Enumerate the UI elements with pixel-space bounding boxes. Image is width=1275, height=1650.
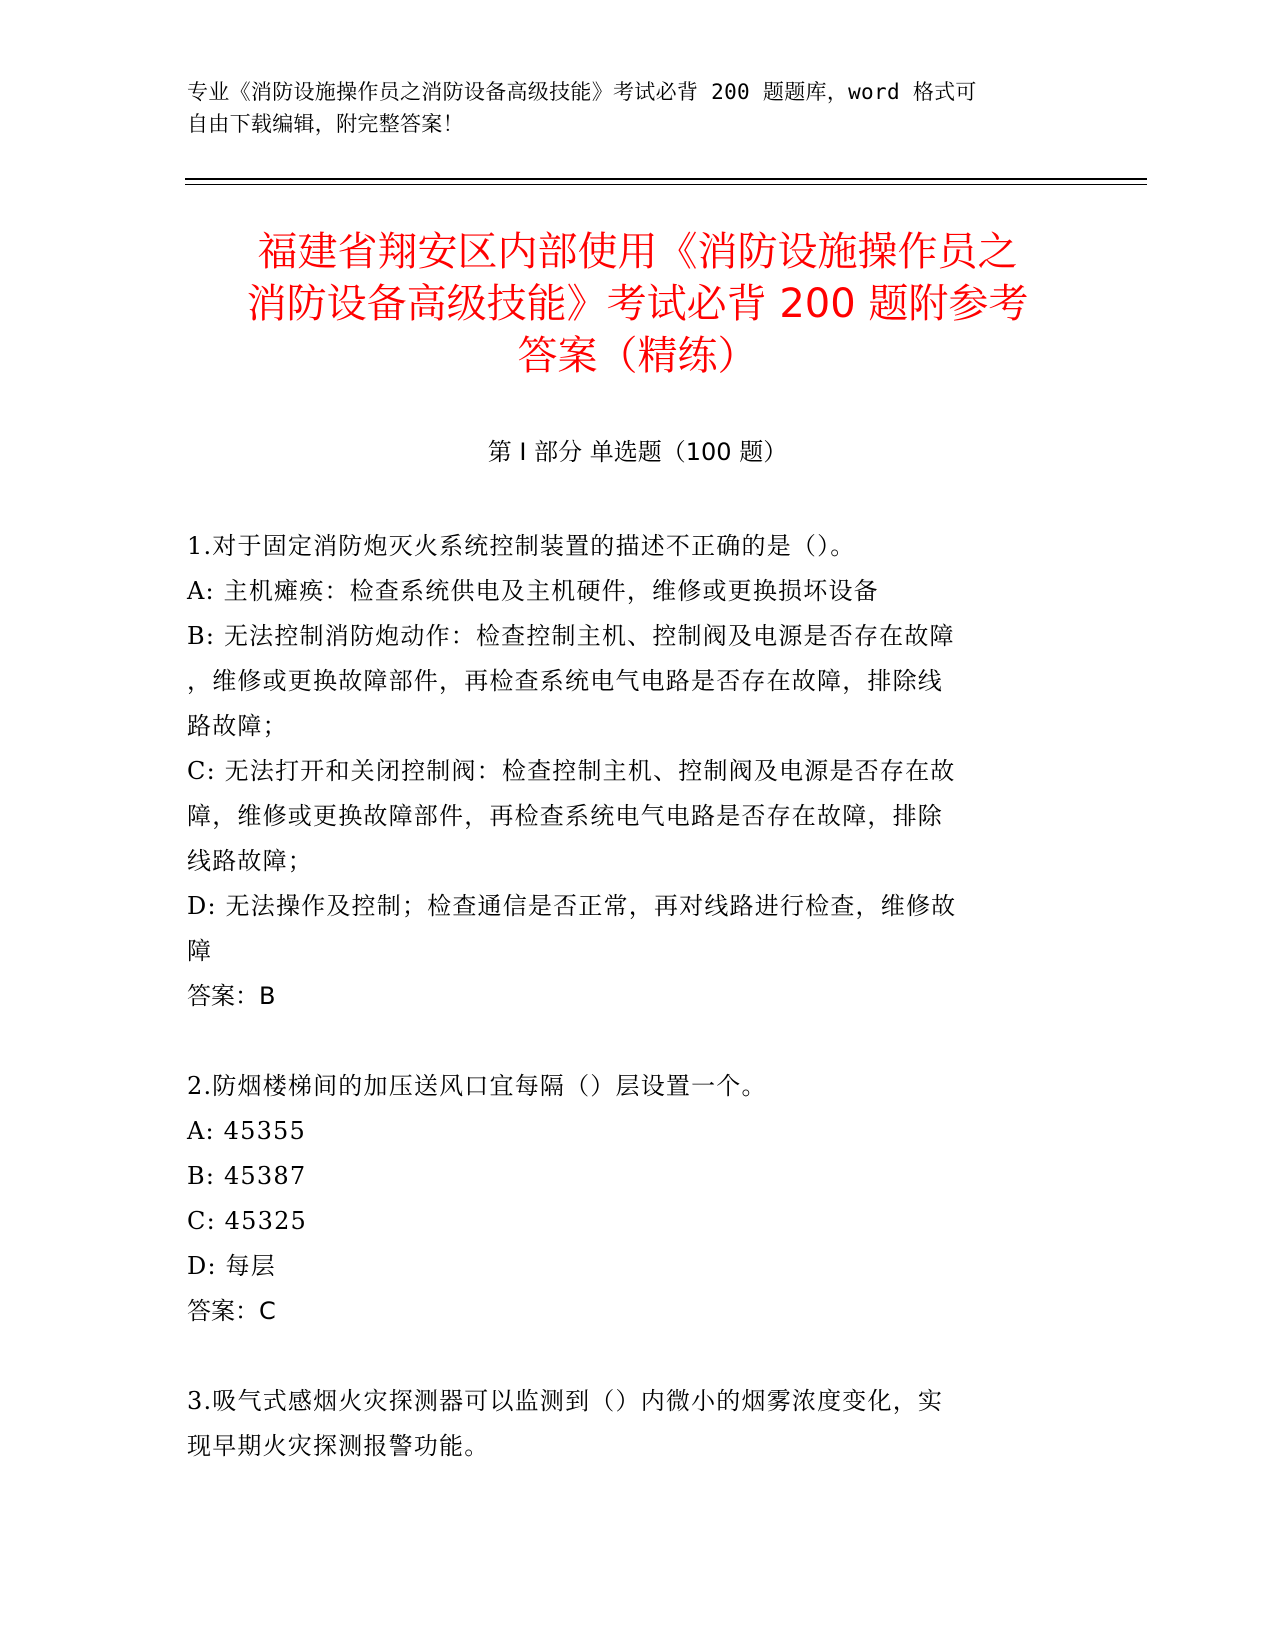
question-spacer: [187, 1019, 1077, 1064]
option-line: D: 无法操作及控制；检查通信是否正常，再对线路进行检查，维修故: [187, 892, 957, 920]
option-c: C: 45325: [187, 1207, 308, 1235]
question-1: [187, 524, 1077, 1019]
section-heading: 第 I 部分 单选题（100 题）: [487, 438, 788, 466]
header-divider-thin: [185, 184, 1147, 185]
header-note: [187, 76, 1087, 140]
answer-line: 答案：B: [187, 982, 276, 1010]
question-list: [187, 524, 1077, 1469]
document-title: [150, 226, 1125, 382]
question-stem-line-2: 现早期火灾探测报警功能。: [187, 1432, 490, 1460]
header-note-line-2: 自由下载编辑，附完整答案！: [187, 112, 464, 136]
option-line: C: 无法打开和关闭控制阀：检查控制主机、控制阀及电源是否存在故: [187, 757, 956, 785]
header-note-line-1: 专业《消防设施操作员之消防设备高级技能》考试必背 200 题题库，word 格式可: [187, 80, 977, 104]
option-line: A: 主机瘫痪：检查系统供电及主机硬件，维修或更换损坏设备: [187, 577, 879, 605]
question-stem: 1.对于固定消防炮灭火系统控制装置的描述不正确的是（）。: [187, 532, 856, 560]
question-3: [187, 1379, 1077, 1469]
option-b: B: 45387: [187, 1162, 307, 1190]
question-stem-line-1: 3.吸气式感烟火灾探测器可以监测到（）内微小的烟雾浓度变化，实: [187, 1387, 944, 1415]
option-line: 障，维修或更换故障部件，再检查系统电气电路是否存在故障，排除: [187, 802, 943, 830]
document-title-line-1: 福建省翔安区内部使用《消防设施操作员之: [257, 229, 1018, 275]
option-line: 线路故障；: [187, 847, 313, 875]
question-stem: 2.防烟楼梯间的加压送风口宜每隔（）层设置一个。: [187, 1072, 767, 1100]
header-divider-thick: [185, 178, 1147, 180]
option-line: ，维修或更换故障部件，再检查系统电气电路是否存在故障，排除线: [187, 667, 943, 695]
answer-line: 答案：C: [187, 1297, 276, 1325]
option-line: 障: [187, 937, 213, 965]
option-line: B: 无法控制消防炮动作：检查控制主机、控制阀及电源是否存在故障: [187, 622, 955, 650]
document-title-line-3: 答案（精练）: [517, 333, 758, 379]
question-2: [187, 1064, 1077, 1334]
option-line: 路故障；: [187, 712, 288, 740]
question-spacer: [187, 1334, 1077, 1379]
option-d: D: 每层: [187, 1252, 276, 1280]
document-title-line-2: 消防设备高级技能》考试必背 200 题附参考: [246, 281, 1029, 327]
option-a: A: 45355: [187, 1117, 306, 1145]
